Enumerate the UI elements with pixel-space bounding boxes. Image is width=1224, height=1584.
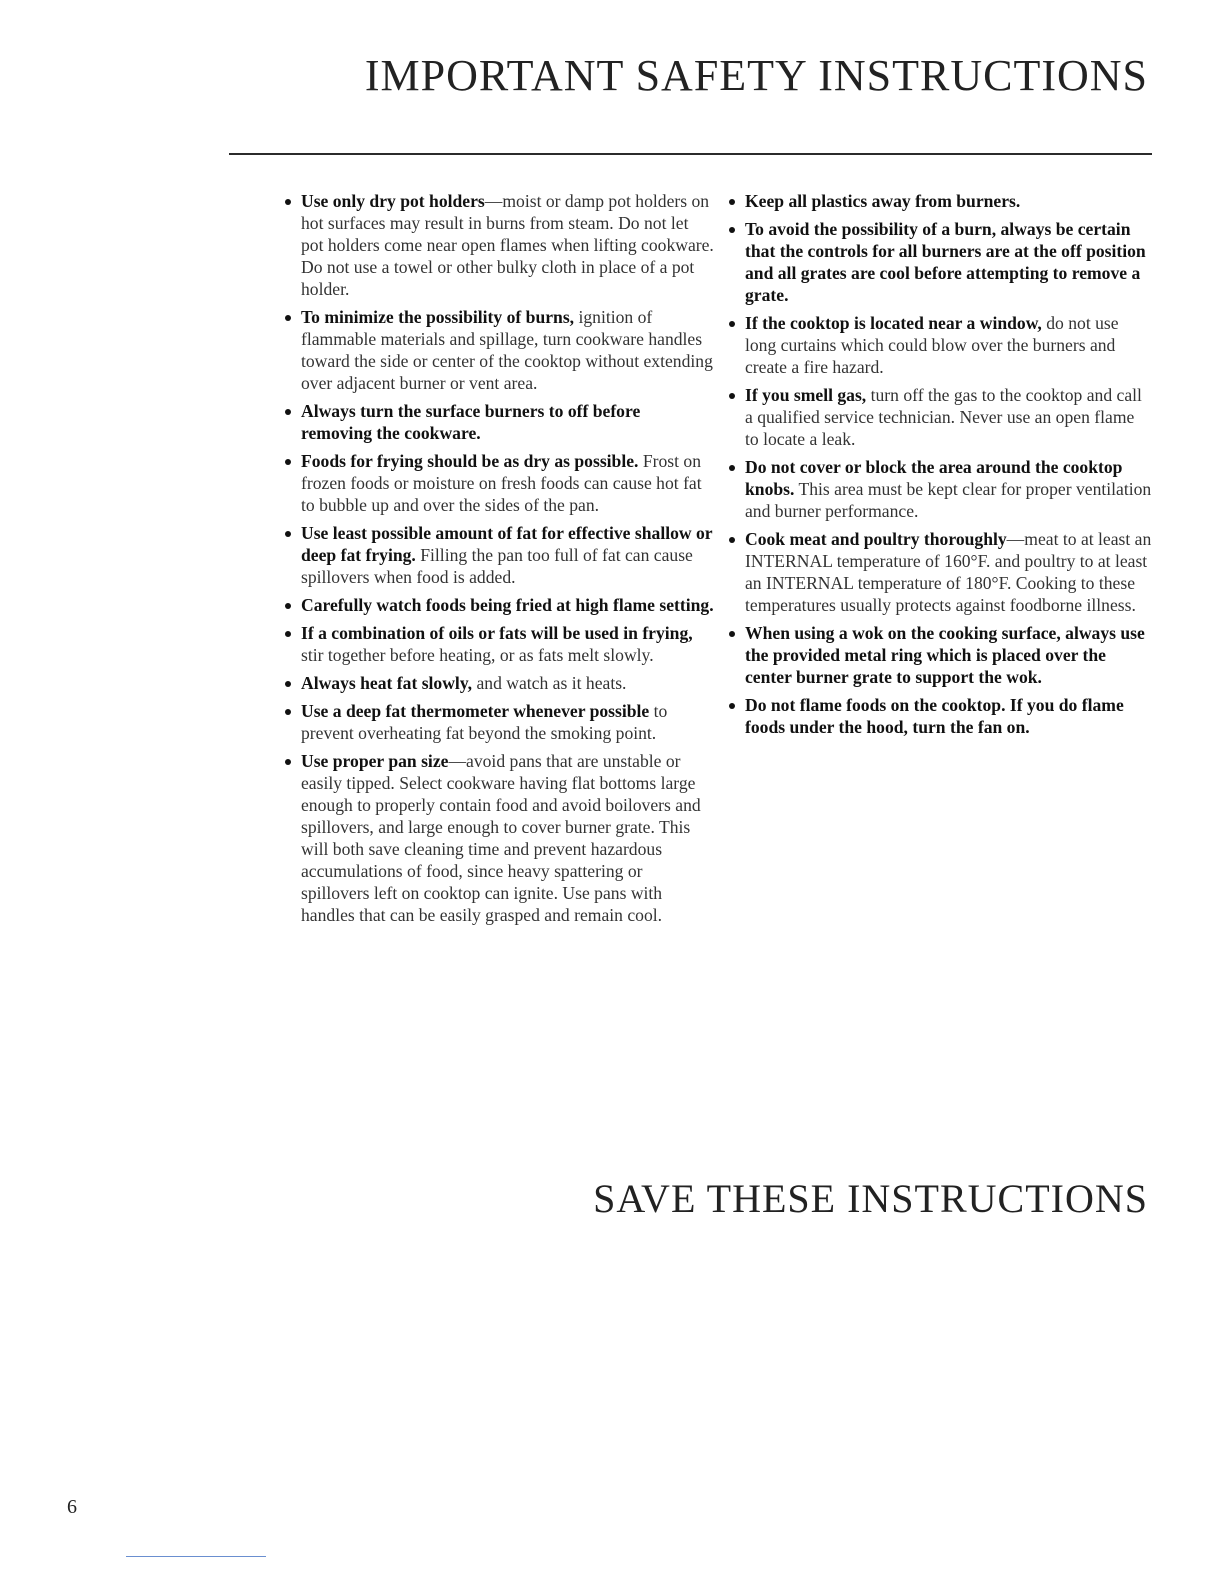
bullet-icon <box>285 681 291 687</box>
item-text: ignition of flammable materials and spillage, turn cookware handles toward the side or center of the cooktop without extending over adjacent burner or vent area. <box>301 307 713 393</box>
list-item <box>728 456 1152 522</box>
bullet-icon <box>729 321 735 327</box>
item-text: and watch as it heats. <box>472 673 627 693</box>
bullet-icon <box>285 709 291 715</box>
item-lead: When using a wok on the cooking surface, always use the provided metal ring which is placed over the center burner grate to support the wok. <box>745 623 1145 687</box>
item-text: —meat to at least an INTERNAL temperature of 160°F. and poultry to at least an INTERNAL temperature of 180°F. Cooking to these temperatures usually protects against foodborne illness. <box>745 529 1152 615</box>
item-lead: To avoid the possibility of a burn, always be certain that the controls for all burners are at the off position and all grates are cool before attempting to remove a grate. <box>745 219 1146 305</box>
item-lead: If a combination of oils or fats will be used in frying, <box>301 623 693 643</box>
item-text: —avoid pans that are unstable or easily tipped. Select cookware having flat bottoms large enough to properly contain food and avoid boilovers and spillovers, and large enough to cover burner grate. This will both save cleaning time and prevent hazardous accumulations of food, since heavy spattering or spillovers left on cooktop can ignite. Use pans with handles that can be easily grasped and remain cool. <box>301 751 701 925</box>
item-lead: Use a deep fat thermometer whenever possible <box>301 701 650 721</box>
item-lead: Always turn the surface burners to off before removing the cookware. <box>301 401 641 443</box>
item-text: Filling the pan too full of fat can cause spillovers when food is added. <box>301 545 693 587</box>
list-item <box>284 400 714 444</box>
bullet-icon <box>285 603 291 609</box>
list-item <box>728 218 1152 306</box>
list-item <box>284 594 714 616</box>
item-text: Frost on frozen foods or moisture on fresh foods can cause hot fat to bubble up and over the sides of the pan. <box>301 451 702 515</box>
list-item <box>284 672 714 694</box>
bullet-icon <box>729 703 735 709</box>
right-column <box>728 190 1152 744</box>
item-lead: Carefully watch foods being fried at high flame setting. <box>301 595 714 615</box>
item-lead: Use proper pan size <box>301 751 449 771</box>
item-text: to prevent overheating fat beyond the smoking point. <box>301 701 668 743</box>
item-lead: If the cooktop is located near a window, <box>745 313 1042 333</box>
bullet-icon <box>285 531 291 537</box>
item-lead: Keep all plastics away from burners. <box>745 191 1021 211</box>
header-divider <box>229 153 1152 155</box>
list-item <box>728 190 1152 212</box>
left-column <box>284 190 714 932</box>
bullet-icon <box>285 759 291 765</box>
bullet-icon <box>285 459 291 465</box>
item-text: do not use long curtains which could blow over the burners and create a fire hazard. <box>745 313 1119 377</box>
bullet-icon <box>285 631 291 637</box>
save-instructions-title: SAVE THESE INSTRUCTIONS <box>593 1176 1148 1221</box>
item-text: stir together before heating, or as fats melt slowly. <box>301 645 654 665</box>
item-lead: Use only dry pot holders <box>301 191 485 211</box>
item-lead: If you smell gas, <box>745 385 867 405</box>
list-item <box>728 528 1152 616</box>
bullet-icon <box>285 409 291 415</box>
page-number: 6 <box>67 1496 77 1518</box>
item-lead: Use least possible amount of fat for effective shallow or deep fat frying. <box>301 523 713 565</box>
bullet-icon <box>729 393 735 399</box>
list-item <box>284 700 714 744</box>
item-lead: Do not cover or block the area around the cooktop knobs. <box>745 457 1123 499</box>
bullet-icon <box>285 315 291 321</box>
bullet-icon <box>285 199 291 205</box>
bullet-icon <box>729 465 735 471</box>
footer-rule <box>126 1556 266 1557</box>
list-item <box>728 384 1152 450</box>
item-lead: Cook meat and poultry thoroughly <box>745 529 1007 549</box>
item-lead: Foods for frying should be as dry as possible. <box>301 451 639 471</box>
bullet-icon <box>729 631 735 637</box>
item-text: This area must be kept clear for proper ventilation and burner performance. <box>745 479 1152 521</box>
list-item <box>284 450 714 516</box>
item-lead: Do not flame foods on the cooktop. If you do flame foods under the hood, turn the fan on. <box>745 695 1124 737</box>
item-text: turn off the gas to the cooktop and call a qualified service technician. Never use an open flame to locate a leak. <box>745 385 1142 449</box>
bullet-icon <box>729 227 735 233</box>
item-text: —moist or damp pot holders on hot surfaces may result in burns from steam. Do not let pot holders come near open flames when lifting cookware. Do not use a towel or other bulky cloth in place of a pot holder. <box>301 191 714 299</box>
list-item <box>284 306 714 394</box>
bullet-icon <box>729 537 735 543</box>
item-lead: To minimize the possibility of burns, <box>301 307 575 327</box>
list-item <box>284 750 714 926</box>
bullet-icon <box>729 199 735 205</box>
list-item <box>728 312 1152 378</box>
list-item <box>728 694 1152 738</box>
list-item <box>284 522 714 588</box>
list-item <box>728 622 1152 688</box>
item-lead: Always heat fat slowly, <box>301 673 473 693</box>
list-item <box>284 190 714 300</box>
list-item <box>284 622 714 666</box>
page-title: IMPORTANT SAFETY INSTRUCTIONS <box>364 51 1148 100</box>
